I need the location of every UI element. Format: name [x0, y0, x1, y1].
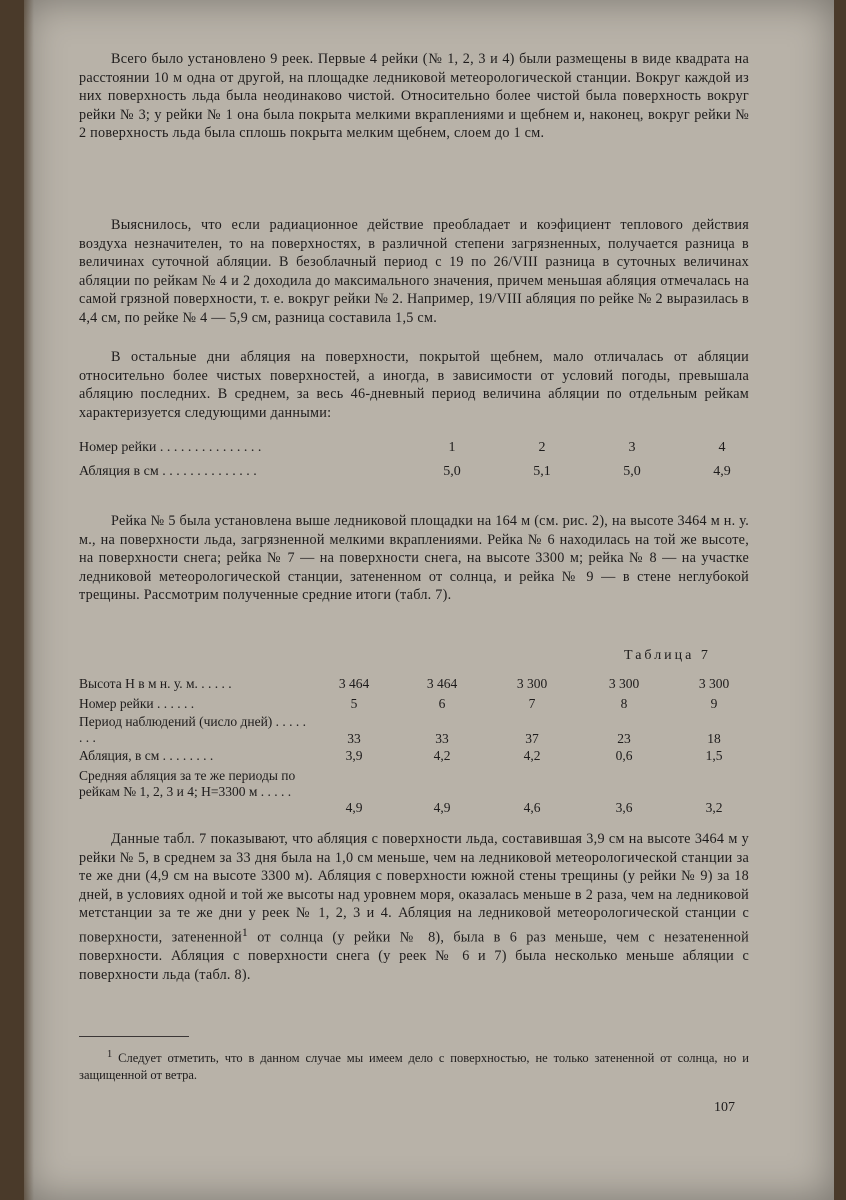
paragraph-5-text-start: Данные табл. 7 показывают, что абляция с поверхности льда, составившая 3,9 см на высоте 3464 м у рейки № 5, в среднем за 33 дня была на 1,0 см меньше, чем на ледниковой метеорологической станции за те же дни (4,9 см на высоте 3300 м). Абляция с поверхности южной стены трещины (у рейки № 9) за 18 дней, в условиях одной и той же высоты над уровнем моря, оказалась меньше в 2 раза, чем на ледниковой метстанции за те же дни у реек № 1, 2, 3 и 4. Абляция на ледниковой метеорологической станции с поверхности, затененной — [79, 831, 749, 946]
paragraph-3 — [79, 348, 749, 422]
paragraph-1-text: Всего было установлено 9 реек. Первые 4 рейки (№ 1, 2, 3 и 4) были размещены в виде квадрата на расстоянии 10 м одна от другой, на площадке ледниковой метеорологической станции. Вокруг каждой из них поверхность льда была неодинаково чистой. Относительно более чистой была поверхность вокруг рейки № 3; у рейки № 1 она была покрыта мелкими вкраплениями и щебнем и, наконец, вокруг рейки № 2 поверхность льда была сплошь покрыта мелким щебнем, слоем до 1 см. — [79, 51, 749, 142]
table-cell: 5 — [350, 696, 358, 711]
table-cell: 18 — [707, 731, 721, 746]
table-row — [79, 676, 749, 696]
table-cell: 33 — [347, 731, 361, 746]
table-cell: 3 300 — [698, 676, 730, 691]
table-cell: 3,2 — [705, 800, 723, 815]
row-label: Период наблюдений (число дней) . . . . . . . . — [79, 714, 307, 745]
table-cell: 4 — [718, 440, 726, 455]
paragraph-4-text: Рейка № 5 была установлена выше ледниковой площадки на 164 м (см. рис. 2), на высоте 3464 м н. у. м., на поверхности льда, загрязненной мелкими вкраплениями. Рейка № 6 находилась на той же высоте, на поверхности снега; рейка № 7 — на поверхности снега, на высоте 3300 м; рейка № 8 — на участке ледниковой метеорологической станции, затененном от солнца, и рейка № 9 — в стене неглубокой трещины. Рассмотрим полученные средние итоги (табл. 7). — [79, 513, 749, 604]
table-cell: 7 — [528, 696, 536, 711]
table-cell: 4,9 — [345, 800, 363, 815]
table-cell: 3 — [628, 440, 636, 455]
paragraph-3-text: В остальные дни абляция на поверхности, покрытой щебнем, мало отличалась от абляции относительно более чистых поверхностей, а иногда, в зависимости от условий погоды, превышала абляцию последних. В среднем, за весь 46-дневный период величина абляции по отдельным рейкам характеризуется следующими данными: — [79, 349, 749, 421]
row-label: Средняя абляция за те же периоды по рейкам № 1, 2, 3 и 4; H=3300 м . . . . . — [79, 768, 296, 799]
table-row — [79, 748, 749, 768]
row-label: Высота H в м н. у. м. . . . . . — [79, 676, 232, 691]
paragraph-5-text — [79, 830, 749, 984]
table-cell: 5,0 — [623, 464, 641, 479]
table-row — [79, 696, 749, 714]
book-page — [24, 0, 834, 1200]
table-cell: 5,1 — [533, 464, 551, 479]
table-cell: 6 — [438, 696, 446, 711]
table-cell: 2 — [538, 440, 546, 455]
row-label: Номер рейки . . . . . . — [79, 696, 195, 711]
paragraph-4 — [79, 512, 749, 605]
table-cell: 1,5 — [705, 748, 723, 763]
table-row — [79, 714, 749, 748]
table-cell: 4,9 — [713, 464, 731, 479]
ablation-table — [79, 440, 749, 488]
table-7-caption: Таблица 7 — [624, 648, 711, 663]
table-cell: 5,0 — [443, 464, 461, 479]
paragraph-2 — [79, 216, 749, 328]
table-row — [79, 464, 749, 488]
table-cell: 4,9 — [433, 800, 451, 815]
table-cell: 4,2 — [523, 748, 541, 763]
row-label: Абляция, в см . . . . . . . . — [79, 748, 214, 763]
table-cell: 3 464 — [426, 676, 458, 691]
table-cell: 1 — [448, 440, 456, 455]
paragraph-1 — [79, 50, 749, 143]
table-row — [79, 440, 749, 464]
table-cell: 23 — [617, 731, 631, 746]
footnote-divider — [79, 1036, 189, 1037]
footnote — [79, 1046, 749, 1084]
table-cell: 37 — [525, 731, 539, 746]
table-cell: 9 — [710, 696, 718, 711]
table-row — [79, 768, 749, 818]
paragraph-2-text: Выяснилось, что если радиационное действие преобладает и коэфициент теплового действия воздуха незначителен, то на поверхностях, в различной степени загрязненных, получается разница в величинах суточной абляции. В безоблачный период с 19 по 26/VIII разница в суточных величинах абляции по рейкам № 4 и 2 доходила до максимального значения, причем меньшая абляция отмечалась на самой грязной поверхности, т. е. вокруг рейки № 2. Например, 19/VIII абляция по рейке № 2 выразилась в 4,4 см, по рейке № 4 — 5,9 см, разница составила 1,5 см. — [79, 217, 749, 326]
table-cell: 4,2 — [433, 748, 451, 763]
table-7 — [79, 676, 749, 818]
table-cell: 0,6 — [615, 748, 633, 763]
table-cell: 8 — [620, 696, 628, 711]
table-cell: 4,6 — [523, 800, 541, 815]
row-label: Номер рейки . . . . . . . . . . . . . . . — [79, 440, 262, 455]
table-cell: 3,6 — [615, 800, 633, 815]
table-cell: 3 300 — [608, 676, 640, 691]
footnote-reference: 1 — [241, 924, 249, 939]
footnote-mark: 1 — [107, 1049, 113, 1060]
table-cell: 3,9 — [345, 748, 363, 763]
page-number: 107 — [714, 1100, 735, 1115]
table-cell: 3 464 — [338, 676, 370, 691]
table-cell: 3 300 — [516, 676, 548, 691]
table-cell: 33 — [435, 731, 449, 746]
footnote-text: Следует отметить, что в данном случае мы имеем дело с поверхностью, не только затененной от солнца, но и защищенной от ветра. — [79, 1051, 749, 1083]
paragraph-5-text-end: от солнца (у рейки № 8), была в 6 раз меньше, чем с незатененной поверхности. Абляция с поверхности снега (у реек № 6 и 7) была несколько меньше абляции с поверхности льда (табл. 8). — [79, 929, 749, 983]
row-label: Абляция в см . . . . . . . . . . . . . . — [79, 464, 257, 479]
paragraph-5 — [79, 830, 749, 984]
